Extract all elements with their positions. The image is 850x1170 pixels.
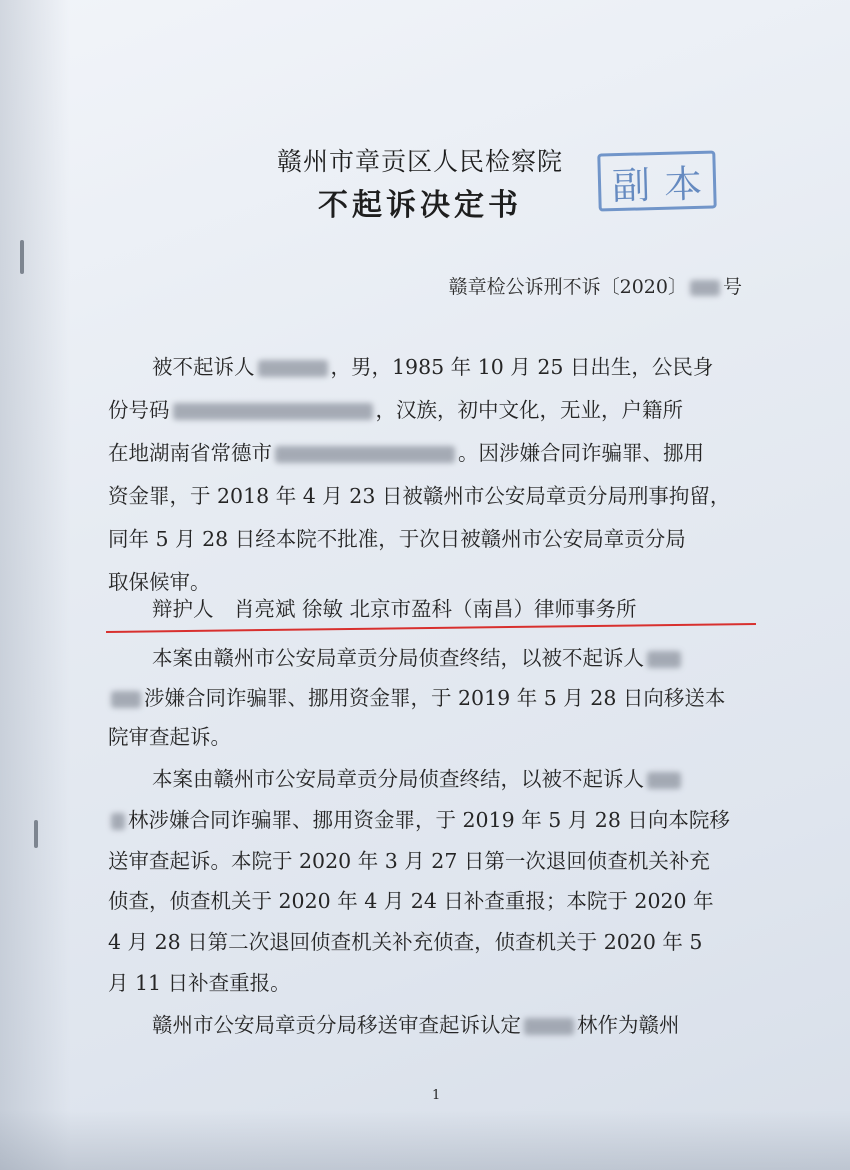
body-line: 涉嫌合同诈骗罪、挪用资金罪，于 2019 年 5 月 28 日向移送本 [108, 681, 725, 711]
body-line: 被不起诉人 ，男，1985 年 10 月 25 日出生，公民身 [152, 355, 714, 379]
binding-hole [34, 820, 38, 848]
stamp-char: 本 [663, 161, 703, 207]
redacted-address [275, 446, 455, 463]
body-line: 在地湖南省常德市 。因涉嫌合同诈骗罪、挪用 [108, 441, 704, 465]
binding-hole [20, 240, 24, 274]
page-number: 1 [432, 1088, 441, 1103]
redacted-id-number [173, 403, 373, 420]
page-bottom-shadow [0, 1110, 850, 1170]
body-line: 同年 5 月 28 日经本院不批准，于次日被赣州市公安局章贡分局 [108, 527, 686, 551]
redacted-name [647, 772, 681, 789]
defender-line: 辩护人 肖亮斌 徐敏 北京市盈科（南昌）律师事务所 [152, 597, 637, 621]
redacted-name [258, 360, 328, 377]
document-number: 赣章检公诉刑不诉〔2020〕 号 [448, 276, 742, 298]
body-line: 侦查，侦查机关于 2020 年 4 月 24 日补查重报；本院于 2020 年 [108, 889, 714, 913]
body-line: 院审查起诉。 [108, 725, 231, 749]
redacted-name [647, 651, 681, 668]
redacted-name [111, 691, 141, 708]
body-line: 赣州市公安局章贡分局移送审查起诉认定 林作为赣州 [152, 1013, 680, 1037]
body-line: 份号码 ，汉族，初中文化，无业，户籍所 [108, 398, 683, 422]
document-title: 不起诉决定书 [318, 188, 522, 223]
redacted-number [690, 280, 720, 296]
body-line: 4 月 28 日第二次退回侦查机关补充侦查，侦查机关于 2020 年 5 [108, 930, 703, 954]
stamp-char: 副 [611, 162, 651, 208]
body-line: 本案由赣州市公安局章贡分局侦查终结，以被不起诉人 [152, 762, 684, 792]
red-underline [106, 623, 756, 633]
agency-name: 赣州市章贡区人民检察院 [276, 147, 563, 176]
redacted-name [111, 813, 125, 830]
body-line: 林涉嫌合同诈骗罪、挪用资金罪，于 2019 年 5 月 28 日向本院移 [108, 803, 730, 833]
body-line: 月 11 日补查重报。 [108, 971, 291, 995]
body-line: 取保候审。 [108, 570, 211, 594]
body-line: 本案由赣州市公安局章贡分局侦查终结，以被不起诉人 [152, 641, 684, 671]
body-line: 送审查起诉。本院于 2020 年 3 月 27 日第一次退回侦查机关补充 [108, 849, 710, 873]
redacted-name [524, 1018, 574, 1035]
copy-stamp [597, 150, 716, 211]
body-line: 资金罪，于 2018 年 4 月 23 日被赣州市公安局章贡分局刑事拘留， [108, 484, 731, 508]
